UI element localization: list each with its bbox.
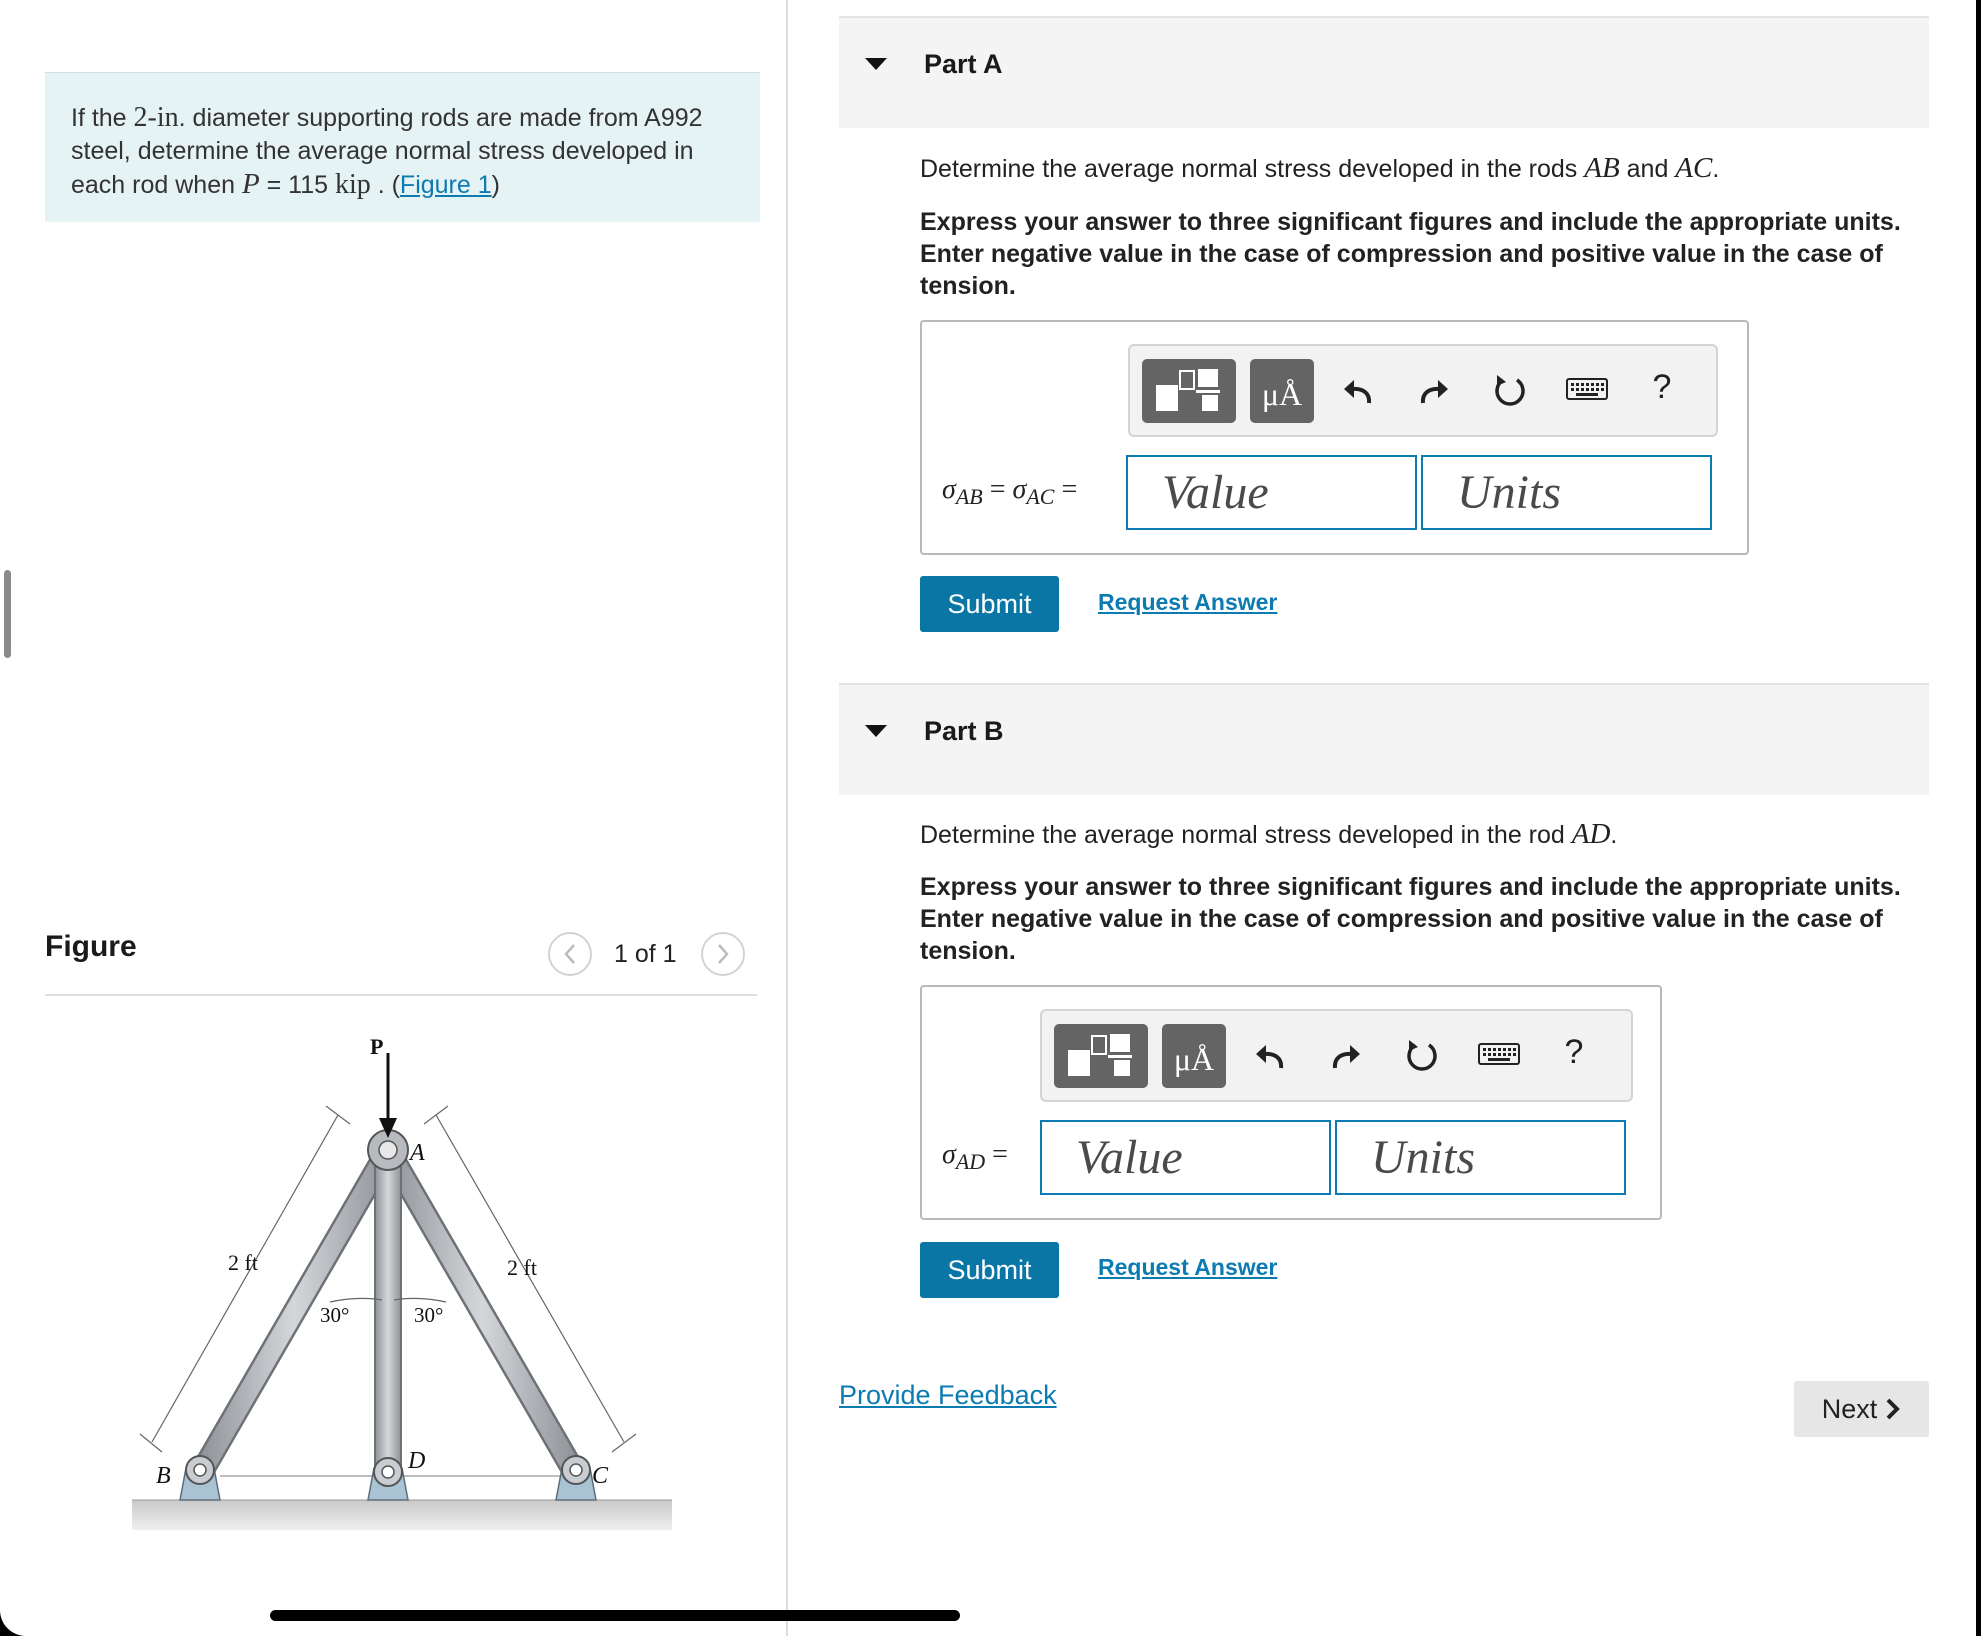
label-C: C [592,1463,609,1489]
figure-pagination [548,930,745,978]
question-and: and [1619,155,1676,183]
pin-A-center [379,1141,397,1159]
part-a-question [920,152,1719,185]
problem-text-pre: If the [71,104,134,132]
figure-counter: 1 of 1 [614,939,677,968]
next-button-label: Next [1821,1393,1878,1424]
dim-tick [424,1106,448,1124]
part-b-equation-label [942,1139,1008,1175]
question-end: . [1712,155,1720,183]
part-a-request-answer-link[interactable]: Request Answer [1098,589,1278,615]
templates-icon[interactable] [1142,359,1236,423]
label-length-left: 2 ft [228,1250,258,1275]
next-button[interactable] [1794,1381,1929,1437]
units-icon[interactable]: μÅ [1250,359,1314,423]
rod-symbol: AB [1584,152,1620,184]
problem-text-post: . ( [370,171,400,199]
label-angle-left: 30° [320,1303,350,1327]
equals-sign: = [1054,474,1078,505]
keyboard-icon[interactable] [1476,1037,1522,1076]
part-b-submit-button[interactable]: Submit [920,1242,1059,1298]
keyboard-icon[interactable] [1564,372,1610,411]
undo-icon[interactable] [1248,1037,1292,1082]
sigma-symbol: σ [942,1139,956,1170]
subscript: AB [955,484,983,509]
figure-diagram [120,1020,680,1540]
figure-prev-button[interactable] [548,932,592,976]
reset-icon[interactable] [1400,1037,1444,1084]
dim-tick [326,1106,350,1124]
part-a-toolbar [1128,344,1718,437]
chevron-right-icon [1885,1397,1901,1421]
part-b-question [920,818,1617,851]
equals-sign: = [985,1139,1008,1170]
rod-symbol: AC [1675,152,1713,184]
templates-icon[interactable] [1054,1024,1148,1088]
part-b-request-answer-link[interactable]: Request Answer [1098,1254,1278,1280]
part-b-instruction: Express your answer to three significant figures and include the appropriate units. Enter negative value in the case of compression and positive value in the case of tension. [920,873,1901,965]
undo-icon[interactable] [1336,372,1380,417]
collapse-triangle-icon[interactable] [865,725,887,737]
part-a-value-input[interactable]: Value [1126,455,1417,530]
figure-divider [45,994,757,996]
part-b-title: Part B [924,716,1004,746]
part-a-answer-box [920,320,1749,555]
dim-tick [612,1434,636,1452]
load-equals: = 115 [259,171,335,199]
rod-AB [200,1150,388,1475]
part-a-units-input[interactable]: Units [1421,455,1712,530]
label-D: D [408,1448,426,1474]
subscript: AD [955,1149,986,1174]
provide-feedback-link[interactable]: Provide Feedback [839,1380,1057,1410]
left-pane [0,0,786,1636]
part-a-submit-button[interactable]: Submit [920,576,1059,632]
sigma-symbol: σ [1012,474,1027,505]
home-indicator [270,1610,960,1621]
units-icon[interactable]: μÅ [1162,1024,1226,1088]
redo-icon[interactable] [1412,372,1456,417]
part-a-instruction: Express your answer to three significant figures and include the appropriate units. Enter negative value in the case of compression and positive value in the case of tension. [920,208,1901,300]
label-angle-right: 30° [414,1303,444,1327]
label-B: B [156,1463,171,1489]
help-icon[interactable]: ? [1652,368,1672,406]
label-length-right: 2 ft [507,1255,537,1280]
part-a-equation-label [942,474,1077,510]
chevron-right-icon [716,943,730,965]
dim-tick [140,1434,162,1452]
rod-symbol: AD [1571,818,1611,850]
subscript: AC [1026,484,1055,509]
rod-AD [375,1150,401,1476]
question-text: Determine the average normal stress developed in the rod [920,821,1572,849]
chevron-left-icon [563,943,577,965]
part-b-answer-box [920,985,1662,1220]
figure-link[interactable]: Figure 1 [399,171,492,199]
label-A: A [410,1140,425,1166]
part-a-title: Part A [924,49,1003,79]
problem-close-paren: ) [491,171,500,199]
part-b-units-input[interactable]: Units [1335,1120,1626,1195]
reset-icon[interactable] [1488,372,1532,419]
sigma-symbol: σ [942,474,956,505]
part-b-toolbar [1040,1009,1633,1102]
problem-text-mid: . diameter supporting rods are made from A992 steel, determine the average normal stress developed in each rod when [71,104,703,199]
diameter-value: 2-in [133,102,179,133]
part-b-header[interactable] [839,683,1929,795]
equals-sign: = [982,474,1013,505]
figure-heading: Figure [45,930,137,963]
collapse-triangle-icon[interactable] [865,58,887,70]
load-symbol: P [241,168,260,200]
pane-divider [786,0,788,1636]
load-unit: kip [334,169,371,200]
part-b-value-input[interactable]: Value [1040,1120,1331,1195]
problem-statement [45,72,760,222]
figure-next-button[interactable] [701,932,745,976]
ground [132,1500,672,1530]
help-icon[interactable]: ? [1564,1033,1584,1071]
label-P: P [370,1034,384,1059]
part-a-header[interactable] [839,16,1929,128]
question-text: Determine the average normal stress developed in the rods [920,155,1585,183]
question-end: . [1610,821,1618,849]
redo-icon[interactable] [1324,1037,1368,1082]
